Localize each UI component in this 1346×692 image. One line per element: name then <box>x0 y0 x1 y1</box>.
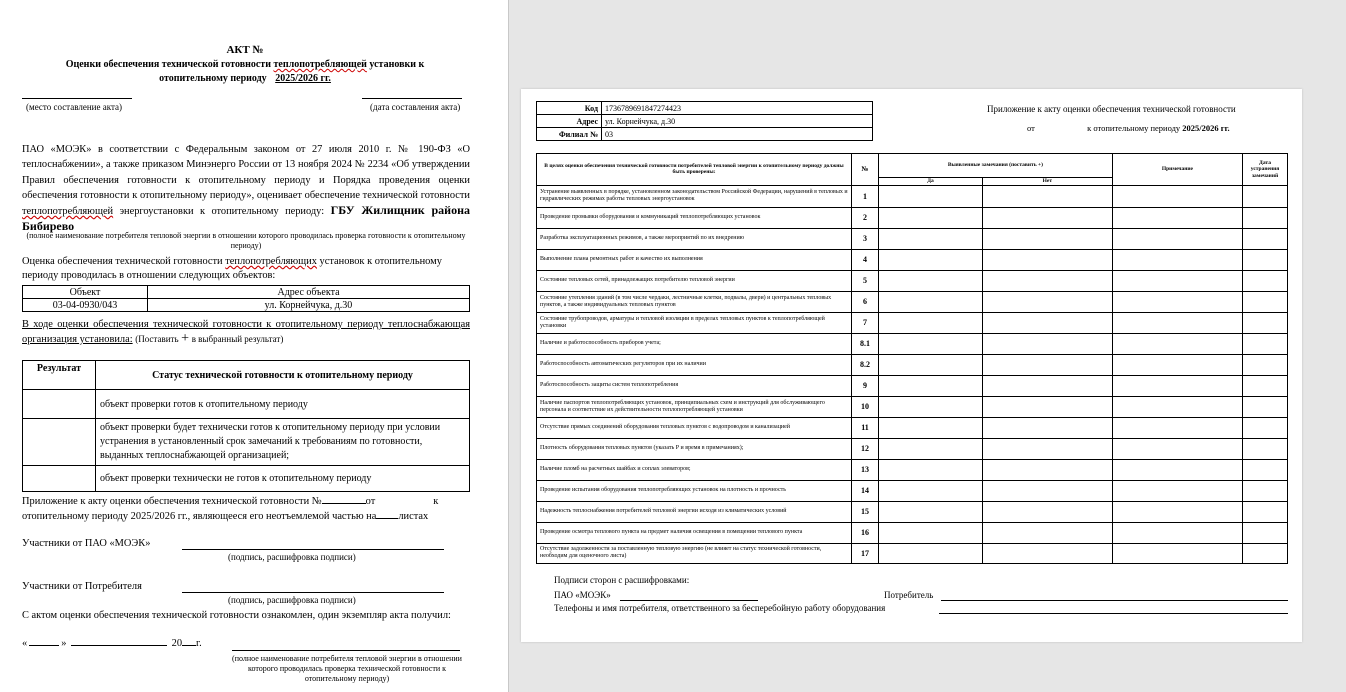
detected-yes-cell[interactable] <box>879 417 983 438</box>
detected-no-cell[interactable] <box>982 312 1112 333</box>
appendix-number-field[interactable] <box>322 503 366 504</box>
item-number: 5 <box>852 270 879 291</box>
detected-no-cell[interactable] <box>982 480 1112 501</box>
result-status: объект проверки готов к отопительному периоду <box>96 390 470 419</box>
phones-line[interactable] <box>939 613 1288 614</box>
detected-no-cell[interactable] <box>982 333 1112 354</box>
note-cell[interactable] <box>1112 438 1242 459</box>
item-number: 8.1 <box>852 333 879 354</box>
subtitle-part1: Оценки обеспечения технической готовности <box>65 59 271 70</box>
date-day-field[interactable] <box>29 645 59 646</box>
note-cell[interactable] <box>1112 333 1242 354</box>
col-no: Нет <box>982 178 1112 186</box>
sign-moek-label: ПАО «МОЭК» <box>554 590 611 600</box>
act-subtitle-line1 <box>0 59 490 70</box>
requirement-text: Наличие пломб на расчетных шайбах и соплах элеваторов; <box>537 459 852 480</box>
detected-no-cell[interactable] <box>982 228 1112 249</box>
item-number: 9 <box>852 375 879 396</box>
table-row <box>537 270 1288 291</box>
note-cell[interactable] <box>1112 501 1242 522</box>
checklist-header-row <box>537 154 1288 178</box>
requirement-text: Отсутствие задолженности за поставленную тепловую энергию (не влияет на статус технической готовности, необходим для оценочного листа) <box>537 543 852 563</box>
col-date: Дата устранения замечаний <box>1243 154 1288 186</box>
item-number: 7 <box>852 312 879 333</box>
detected-no-cell[interactable] <box>982 207 1112 228</box>
table-row <box>537 354 1288 375</box>
table-row <box>537 480 1288 501</box>
year-prefix: 20 <box>171 638 183 649</box>
result-cell[interactable] <box>23 466 96 492</box>
results-table <box>22 360 470 492</box>
item-number: 16 <box>852 522 879 543</box>
table-row <box>537 312 1288 333</box>
fix-date-cell[interactable] <box>1243 185 1288 207</box>
consumer-sign-line[interactable] <box>182 592 444 593</box>
detected-no-cell[interactable] <box>982 459 1112 480</box>
requirement-text: Отсутствие прямых соединений оборудования тепловых пунктов с водопроводом и канализацией <box>537 417 852 438</box>
table-row <box>537 249 1288 270</box>
consumer-sign-note: (подпись, расшифровка подписи) <box>228 595 356 605</box>
table-row <box>537 417 1288 438</box>
appendix-title: Приложение к акту оценки обеспечения технической готовности <box>987 104 1236 114</box>
appendix-text: Приложение к акту оценки обеспечения технической готовности № <box>22 496 322 507</box>
table-row <box>23 466 470 492</box>
requirement-text: Выполнение плана ремонтных работ и качество их выполнения <box>537 249 852 270</box>
note-cell[interactable] <box>1112 396 1242 417</box>
item-number: 13 <box>852 459 879 480</box>
date-year-field[interactable] <box>182 645 196 646</box>
requirement-text: Разработка эксплуатационных режимов, а также мероприятий по их внедрению <box>537 228 852 249</box>
moek-sign-line[interactable] <box>182 549 444 550</box>
fix-date-cell[interactable] <box>1243 207 1288 228</box>
act-title: АКТ № <box>226 44 264 56</box>
appendix-sheets-field[interactable] <box>376 518 398 519</box>
requirement-text: Проведение испытания оборудования теплопотребляющих установок на плотность и прочность <box>537 480 852 501</box>
consumer-name: ГБУ Жилищник района Бибирево <box>22 203 470 234</box>
date-line <box>362 98 462 99</box>
intro-text-3: энергоустановки к отопительному периоду: <box>119 206 325 218</box>
detected-no-cell[interactable] <box>982 543 1112 563</box>
detected-yes-cell[interactable] <box>879 333 983 354</box>
appendix-text-2: отопительному периоду 2025/2026 гг., являющееся его неотъемлемой частью на <box>22 511 377 522</box>
table-row <box>537 291 1288 312</box>
note-cell[interactable] <box>1112 185 1242 207</box>
table-row <box>537 128 873 141</box>
appendix-paragraph <box>22 494 472 524</box>
objects-header-row <box>23 286 470 299</box>
course-paragraph <box>22 318 470 347</box>
appendix-season: 2025/2026 гг. <box>1182 123 1230 133</box>
note-cell[interactable] <box>1112 207 1242 228</box>
left-page-act <box>0 0 508 692</box>
right-page-appendix <box>521 89 1302 642</box>
year-suffix: г. <box>196 638 202 649</box>
detected-yes-cell[interactable] <box>879 501 983 522</box>
requirement-text: Надежность теплоснабжения потребителей тепловой энергии исходя из климатических условий <box>537 501 852 522</box>
course-note: (Поставить <box>135 334 179 344</box>
place-line <box>22 98 132 99</box>
table-row <box>537 207 1288 228</box>
note-cell[interactable] <box>1112 228 1242 249</box>
appendix-ot: от <box>365 496 376 507</box>
result-status: объект проверки будет технически готов к отопительному периоду при условии устранения в установленный срок замечаний к требованиям по готовности, выданных теплоснабжающей организацией; <box>96 419 470 466</box>
fix-date-cell[interactable] <box>1243 522 1288 543</box>
col-detected: Выявленные замечания (поставить +) <box>879 154 1113 178</box>
info-label: Код <box>537 102 602 115</box>
detected-no-cell[interactable] <box>982 438 1112 459</box>
result-status: объект проверки технически не готов к отопительному периоду <box>96 466 470 492</box>
note-cell[interactable] <box>1112 312 1242 333</box>
table-row <box>23 390 470 419</box>
participants-moek-label: Участники от ПАО «МОЭК» <box>22 538 151 549</box>
place-label: (место составление акта) <box>26 102 122 112</box>
intro-paragraph <box>22 142 470 236</box>
requirement-text: Плотность оборудования тепловых пунктов (указать Р и время в примечаниях); <box>537 438 852 459</box>
subtitle-part2: теплопотребляющей <box>273 59 367 70</box>
note-cell[interactable] <box>1112 522 1242 543</box>
appendix-period-row <box>1027 123 1230 133</box>
item-number: 11 <box>852 417 879 438</box>
appendix-text-3: листах <box>398 511 429 522</box>
fix-date-cell[interactable] <box>1243 270 1288 291</box>
note-cell[interactable] <box>1112 417 1242 438</box>
requirement-text: Состояние тепловых сетей, принадлежащих потребителю тепловой энергии <box>537 270 852 291</box>
requirement-text: Состояние утепления зданий (в том числе чердаки, лестничные клетки, подвалы, двери) и центральных тепловых пунктов, а также индивидуальных тепловых пунктов <box>537 291 852 312</box>
requirement-text: Устранение выявленных в порядке, установленном законодательством Российской Федерации, нарушений в тепловых и гидравлических режимах работы тепловых энергоустановок <box>537 185 852 207</box>
intro-text-2: теплопотребляющей <box>22 206 114 218</box>
requirement-text: Проведение осмотра теплового пункта на предмет наличия освещения в помещении теплового пункта <box>537 522 852 543</box>
date-label: (дата составления акта) <box>370 102 461 112</box>
subtitle-season: 2025/2026 гг. <box>275 73 331 84</box>
fix-date-cell[interactable] <box>1243 354 1288 375</box>
detected-yes-cell[interactable] <box>879 185 983 207</box>
fix-date-cell[interactable] <box>1243 333 1288 354</box>
date-open-quote: « <box>22 638 28 649</box>
note-cell[interactable] <box>1112 291 1242 312</box>
requirement-text: Проведение промывки оборудования и коммуникаций теплопотребляющих установок <box>537 207 852 228</box>
info-value-address: ул. Корнейчука, д.30 <box>602 115 873 128</box>
date-close-quote: » <box>61 638 67 649</box>
bottom-note: (полное наименование потребителя тепловой энергии в отношении которого проводилась проверка технической готовности к отопительному периоду) <box>232 654 462 683</box>
requirement-text: Работоспособность автоматических регуляторов при их наличии <box>537 354 852 375</box>
item-number: 2 <box>852 207 879 228</box>
detected-yes-cell[interactable] <box>879 522 983 543</box>
fix-date-cell[interactable] <box>1243 480 1288 501</box>
detected-yes-cell[interactable] <box>879 396 983 417</box>
detected-yes-cell[interactable] <box>879 438 983 459</box>
subtitle-part3: установки к <box>369 59 425 70</box>
requirement-text: Наличие и работоспособность приборов учета; <box>537 333 852 354</box>
detected-yes-cell[interactable] <box>879 375 983 396</box>
col-yes: Да <box>879 178 983 186</box>
detected-yes-cell[interactable] <box>879 543 983 563</box>
info-value-code: 1736789691847274423 <box>602 102 873 115</box>
consumer-note: (полное наименование потребителя тепловой энергии в отношении которого проводилась проверка готовности к отопительному периоду) <box>26 231 466 250</box>
info-label: Филиал № <box>537 128 602 141</box>
eval-text-2: теплопотребляющих <box>225 256 317 267</box>
evaluation-paragraph <box>22 255 470 283</box>
eval-text: Оценка обеспечения технической готовности <box>22 256 223 267</box>
acquainted-text: С актом оценки обеспечения технической готовности ознакомлен, один экземпляр акта получил: <box>22 610 451 621</box>
fix-date-cell[interactable] <box>1243 228 1288 249</box>
subtitle-period: отопительному периоду <box>159 73 267 84</box>
detected-yes-cell[interactable] <box>879 228 983 249</box>
note-cell[interactable] <box>1112 459 1242 480</box>
note-cell[interactable] <box>1112 270 1242 291</box>
item-number: 17 <box>852 543 879 563</box>
note-cell[interactable] <box>1112 249 1242 270</box>
course-note-2: в выбранный результат) <box>191 334 284 344</box>
detected-yes-cell[interactable] <box>879 459 983 480</box>
fix-date-cell[interactable] <box>1243 312 1288 333</box>
table-row <box>23 299 470 312</box>
detected-no-cell[interactable] <box>982 501 1112 522</box>
object-info-table <box>536 101 873 141</box>
item-number: 8.2 <box>852 354 879 375</box>
bottom-name-line[interactable] <box>232 650 460 651</box>
fix-date-cell[interactable] <box>1243 501 1288 522</box>
item-number: 3 <box>852 228 879 249</box>
object-code: 03-04-0930/043 <box>23 299 148 312</box>
table-row <box>537 185 1288 207</box>
detected-yes-cell[interactable] <box>879 249 983 270</box>
col-number: № <box>852 154 879 186</box>
detected-yes-cell[interactable] <box>879 270 983 291</box>
intro-text: ПАО «МОЭК» в соответствии с Федеральным законом от 27 июля 2010 г. № 190-ФЗ «О теплоснабжении», а также приказом Минэнерго России от 13 ноября 2024 № 2234 «Об утверждении Правил обеспечения готовности к отопительному периоду и Порядка проведения оценки обеспечения готовности к отопительному периоду», оценивает обеспечение технической готовности <box>22 144 470 201</box>
fix-date-cell[interactable] <box>1243 543 1288 563</box>
objects-table <box>22 285 470 312</box>
objects-col-address: Адрес объекта <box>148 286 470 299</box>
eval-text-3: установок к отопительному периоду проводилась в отношении следующих объектов: <box>22 256 442 281</box>
detected-no-cell[interactable] <box>982 291 1112 312</box>
fix-date-cell[interactable] <box>1243 249 1288 270</box>
participants-consumer-label: Участники от Потребителя <box>22 581 142 592</box>
sign-consumer-label: Потребитель <box>884 590 934 600</box>
fix-date-cell[interactable] <box>1243 459 1288 480</box>
results-col-status: Статус технической готовности к отопительному периоду <box>96 361 470 390</box>
date-fields-row <box>22 638 202 649</box>
objects-col-object: Объект <box>23 286 148 299</box>
appendix-k: к <box>433 496 439 507</box>
requirement-text: Работоспособность защиты систем теплопотребления <box>537 375 852 396</box>
detected-no-cell[interactable] <box>982 396 1112 417</box>
table-row <box>537 501 1288 522</box>
plus-sign: + <box>181 331 190 346</box>
detected-no-cell[interactable] <box>982 270 1112 291</box>
object-address: ул. Корнейчука, д.30 <box>148 299 470 312</box>
col-requirement: В целях оценки обеспечения технической готовности потребителей тепловой энергии к отопительному периоду должны быть проверены: <box>537 154 852 186</box>
table-row <box>537 375 1288 396</box>
appendix-k: к <box>1087 123 1092 133</box>
table-row <box>537 459 1288 480</box>
fix-date-cell[interactable] <box>1243 291 1288 312</box>
result-cell[interactable] <box>23 390 96 419</box>
fix-date-cell[interactable] <box>1243 396 1288 417</box>
col-note: Примечание <box>1112 154 1242 186</box>
table-row <box>537 543 1288 563</box>
detected-no-cell[interactable] <box>982 375 1112 396</box>
item-number: 6 <box>852 291 879 312</box>
detected-yes-cell[interactable] <box>879 291 983 312</box>
results-header-row <box>23 361 470 390</box>
note-cell[interactable] <box>1112 375 1242 396</box>
fix-date-cell[interactable] <box>1243 375 1288 396</box>
info-value-branch: 03 <box>602 128 873 141</box>
fix-date-cell[interactable] <box>1243 417 1288 438</box>
item-number: 4 <box>852 249 879 270</box>
phones-label: Телефоны и имя потребителя, ответственного за бесперебойную работу оборудования <box>554 603 886 613</box>
item-number: 10 <box>852 396 879 417</box>
appendix-ot: от <box>1027 123 1035 133</box>
detected-no-cell[interactable] <box>982 185 1112 207</box>
course-text: В ходе оценки обеспечения технической готовности к отопительному периоду теплоснабжающая организация установила: <box>22 319 470 345</box>
detected-no-cell[interactable] <box>982 522 1112 543</box>
detected-no-cell[interactable] <box>982 417 1112 438</box>
requirement-text: Наличие паспортов теплопотребляющих установок, принципиальных схем и инструкций для обслуживающего персонала и соответствие их действительности теплопотребляющей установки <box>537 396 852 417</box>
item-number: 15 <box>852 501 879 522</box>
item-number: 14 <box>852 480 879 501</box>
table-row <box>537 102 873 115</box>
detected-yes-cell[interactable] <box>879 354 983 375</box>
note-cell[interactable] <box>1112 354 1242 375</box>
act-subtitle-line2 <box>0 73 490 84</box>
detected-yes-cell[interactable] <box>879 207 983 228</box>
sign-consumer-line[interactable] <box>941 600 1288 601</box>
table-row <box>537 228 1288 249</box>
results-col-result: Результат <box>23 361 96 390</box>
table-row <box>23 419 470 466</box>
detected-no-cell[interactable] <box>982 249 1112 270</box>
page-divider <box>508 0 509 692</box>
detected-yes-cell[interactable] <box>879 480 983 501</box>
checklist-body <box>537 185 1288 563</box>
table-row <box>537 115 873 128</box>
item-number: 12 <box>852 438 879 459</box>
fix-date-cell[interactable] <box>1243 438 1288 459</box>
sign-moek-line[interactable] <box>620 600 758 601</box>
item-number: 1 <box>852 185 879 207</box>
requirement-text: Состояние трубопроводов, арматуры и тепловой изоляции в пределах тепловых пунктов к теплопотребляющей установки <box>537 312 852 333</box>
table-row <box>537 522 1288 543</box>
info-label: Адрес <box>537 115 602 128</box>
note-cell[interactable] <box>1112 480 1242 501</box>
table-row <box>537 396 1288 417</box>
appendix-period: отопительному периоду <box>1093 123 1181 133</box>
table-row <box>537 438 1288 459</box>
result-cell[interactable] <box>23 419 96 466</box>
note-cell[interactable] <box>1112 543 1242 563</box>
checklist-table <box>536 153 1288 564</box>
date-month-field[interactable] <box>71 645 167 646</box>
detected-no-cell[interactable] <box>982 354 1112 375</box>
table-row <box>537 333 1288 354</box>
moek-sign-note: (подпись, расшифровка подписи) <box>228 552 356 562</box>
detected-yes-cell[interactable] <box>879 312 983 333</box>
signatures-title: Подписи сторон с расшифровками: <box>554 575 690 585</box>
